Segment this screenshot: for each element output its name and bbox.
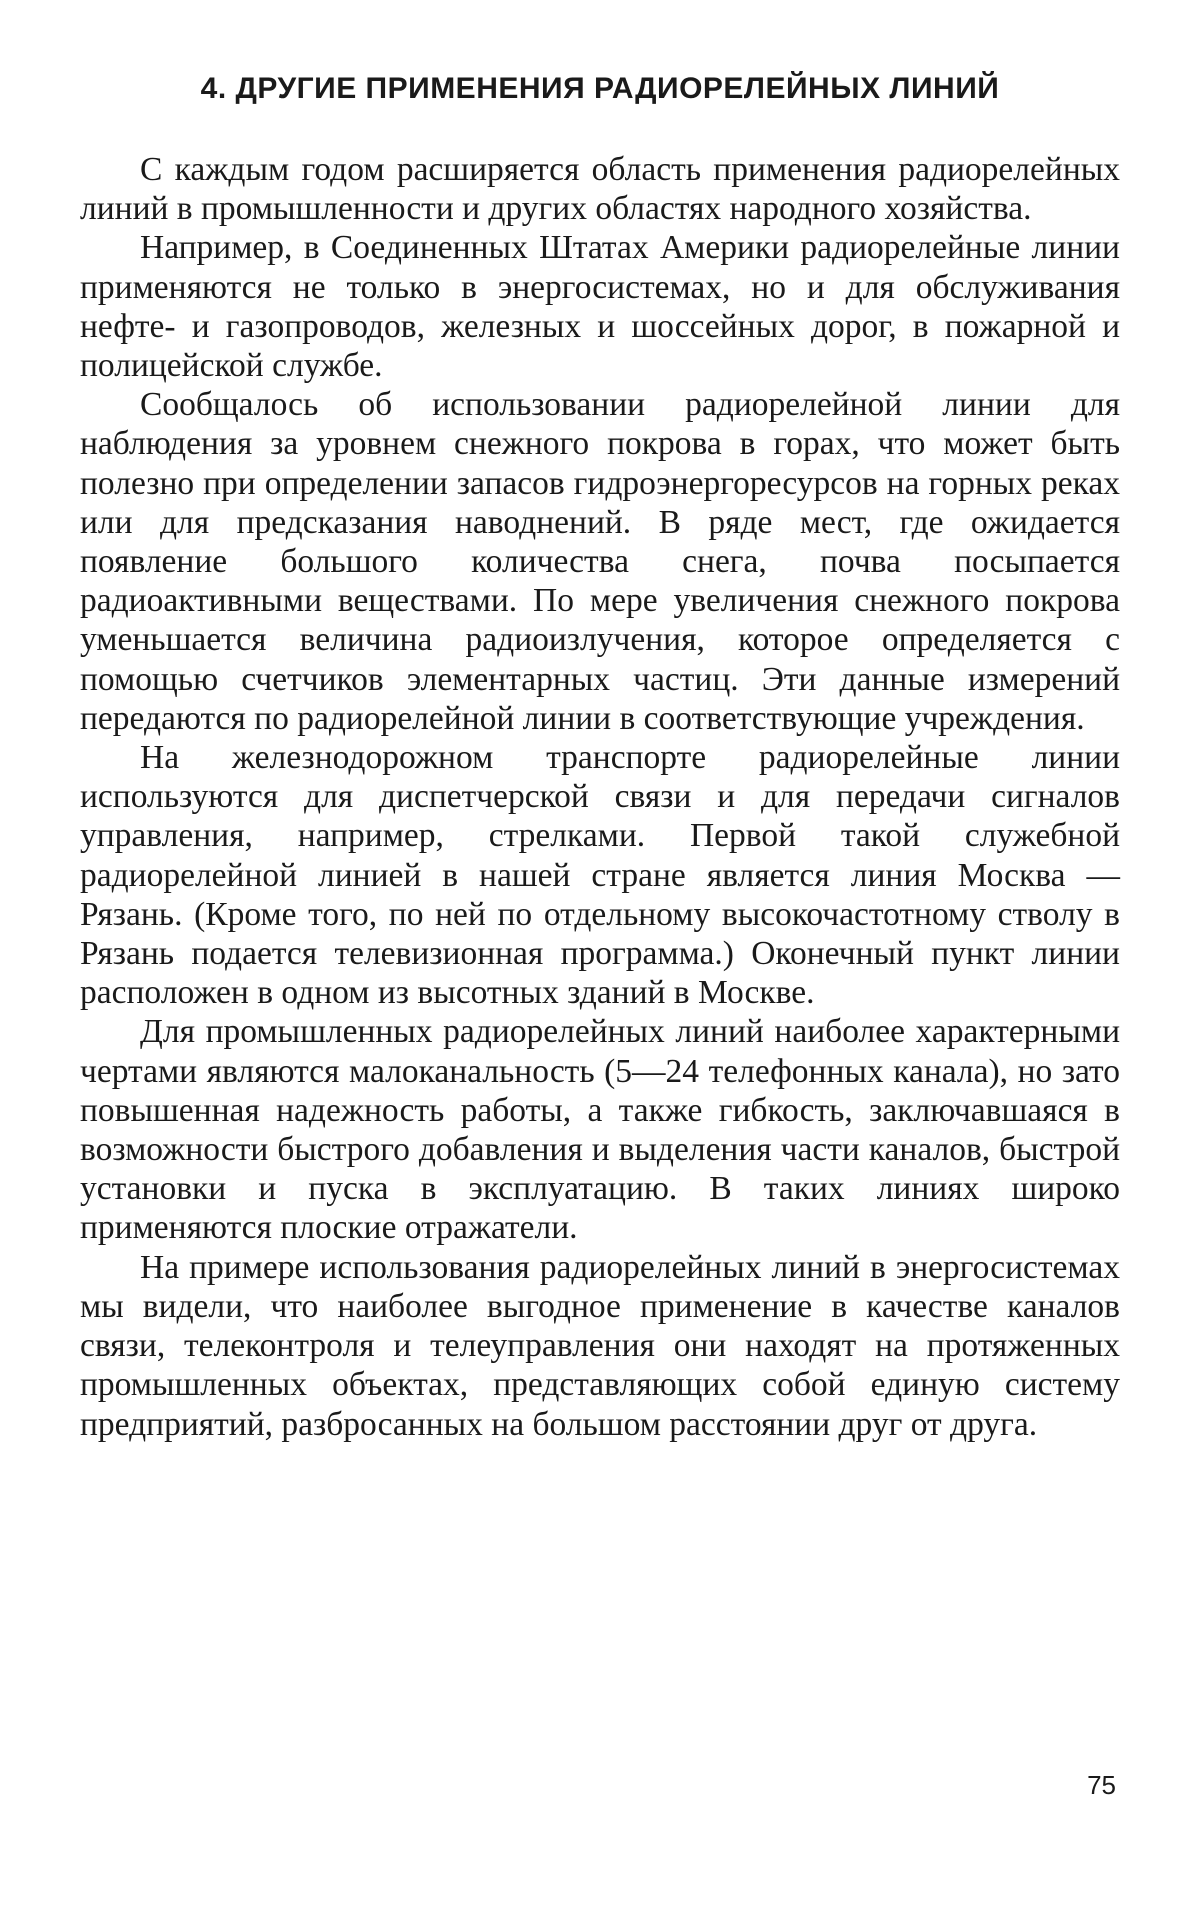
paragraph: С каждым годом расширяется область применения радиорелейных линий в промышленности и других областях народного хозяйства. xyxy=(80,151,1120,228)
page-number: 75 xyxy=(1087,1770,1116,1800)
body-text xyxy=(80,150,1120,1444)
paragraph: Например, в Соединенных Штатах Америки радиорелейные линии применяются не только в энергосистемах, но и для обслуживания нефте- и газопроводов, железных и шоссейных дорог, в пожарной и полицейской службе. xyxy=(80,229,1120,385)
paragraph: Сообщалось об использовании радиорелейной линии для наблюдения за уровнем снежного покрова в горах, что может быть полезно при определении запасов гидроэнергоресурсов на горных реках или для предсказания наводнений. В ряде мест, где ожидается появление большого количества снега, почва посыпается радиоактивными веществами. По мере увеличения снежного покрова уменьшается величина радиоизлучения, которое определяется с помощью счетчиков элементарных частиц. Эти данные измерений передаются по радиорелейной линии в соответствующие учреждения. xyxy=(80,386,1120,737)
paragraph: На примере использования радиорелейных линий в энергосистемах мы видели, что наиболее выгодное применение в качестве каналов связи, телеконтроля и телеуправления они находят на протяженных промышленных объектах, представляющих собой единую систему предприятий, разбросанных на большом расстоянии друг от друга. xyxy=(80,1248,1120,1443)
paragraph: На железнодорожном транспорте радиорелейные линии используются для диспетчерской связи и для передачи сигналов управления, например, стрелками. Первой такой служебной радиорелейной линией в нашей стране является линия Москва — Рязань. (Кроме того, по ней по отдельному высокочастотному стволу в Рязань подается телевизионная программа.) Оконечный пункт линии расположен в одном из высотных зданий в Москве. xyxy=(80,739,1120,1012)
paragraph: Для промышленных радиорелейных линий наиболее характерными чертами являются малоканальность (5—24 телефонных канала), но зато повышенная надежность работы, а также гибкость, заключавшаяся в возможности быстрого добавления и выделения части каналов, быстрой установки и пуска в эксплуатацию. В таких линиях широко применяются плоские отражатели. xyxy=(80,1013,1120,1247)
section-heading: 4. ДРУГИЕ ПРИМЕНЕНИЯ РАДИОРЕЛЕЙНЫХ ЛИНИЙ xyxy=(200,72,1000,105)
